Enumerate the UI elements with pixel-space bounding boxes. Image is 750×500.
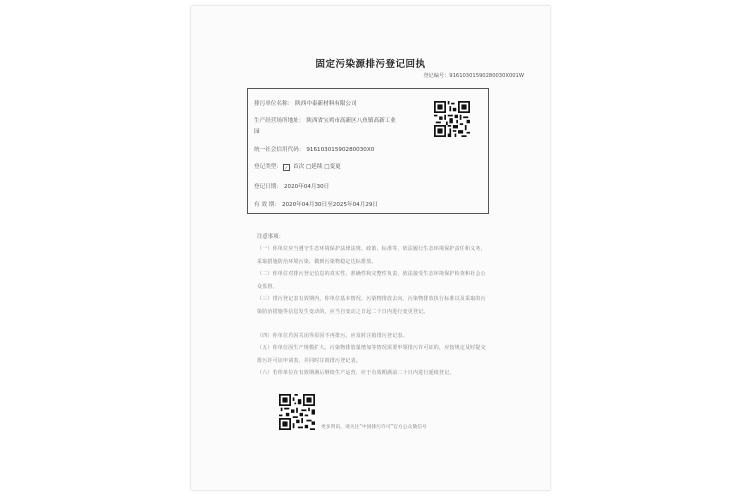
field-label: 排污单位名称： xyxy=(254,101,294,107)
note-item: （三）排污登记表有效期内，你单位基本情况、污染物排放去向、污染物排放执行标准以及采取的污染防治措施等信息发生变动的，应当自变动之日起二十日内进行变更登记。 xyxy=(257,296,486,315)
field-address xyxy=(254,116,396,124)
field-label: 登记类型： xyxy=(254,164,282,170)
field-label: 有 效 期： xyxy=(254,202,280,208)
field-credit-code xyxy=(254,145,374,153)
field-value: 2020年04月30日 xyxy=(283,184,330,190)
field-label: 登记日期： xyxy=(254,184,282,190)
qr-code-icon xyxy=(279,394,315,430)
address-continued: 园 xyxy=(254,129,260,135)
field-registration-date xyxy=(254,182,329,190)
field-value: 陕西中泰新材料有限公司 xyxy=(295,101,357,107)
registration-number: 登记编号：91610301590280030X001W xyxy=(423,73,524,79)
field-value: 首次 □延续 □变更 xyxy=(292,164,341,170)
field-company xyxy=(254,99,357,107)
field-label: 生产经营场所地址： xyxy=(254,118,305,124)
field-validity xyxy=(254,200,378,208)
field-value: 2020年04月30日至2025年04月29日 xyxy=(281,202,379,208)
info-box xyxy=(247,88,489,214)
footer-text: 更多资讯，请关注“中国排污许可”官方公众微信号 xyxy=(321,425,427,430)
field-label: 统一社会信用代码： xyxy=(254,147,305,153)
note-item: （四）你单位若因关闭等原因不再排污，应及时注销排污登记表。 xyxy=(257,333,408,339)
note-item: （二）你单位对排污登记信息的真实性、准确性和完整性负责，依法接受生态环境保护检查和社会公众监督。 xyxy=(257,271,486,290)
field-value: 91610301590280030X0 xyxy=(306,147,375,153)
checkbox-checked-icon: ✓ xyxy=(284,165,289,170)
note-item: （五）你单位因生产规模扩大、污染物排放量增加等情况需要申领排污许可证的，应按规定及时提交排污许可证申请表，并同时注销排污登记表。 xyxy=(257,345,486,364)
note-item: （六）若你单位在有效期满后继续生产运营，应于有效期满前二十日内进行延续登记。 xyxy=(257,370,455,376)
note-item: （一）你单位应当遵守生态环境保护法律法规、政策、标准等，依法履行生态环境保护责任和义务，采取措施防治环境污染，做到污染物稳定达标排放。 xyxy=(257,246,486,265)
document-page xyxy=(191,6,550,490)
field-value: 陕西省宝鸡市高新区八鱼镇高新工业 xyxy=(306,118,396,124)
notes-title: 注意事项： xyxy=(257,234,284,240)
document-title: 固定污染源排污登记回执 xyxy=(315,59,426,70)
qr-code-icon xyxy=(434,101,470,137)
field-registration-type xyxy=(254,162,341,171)
